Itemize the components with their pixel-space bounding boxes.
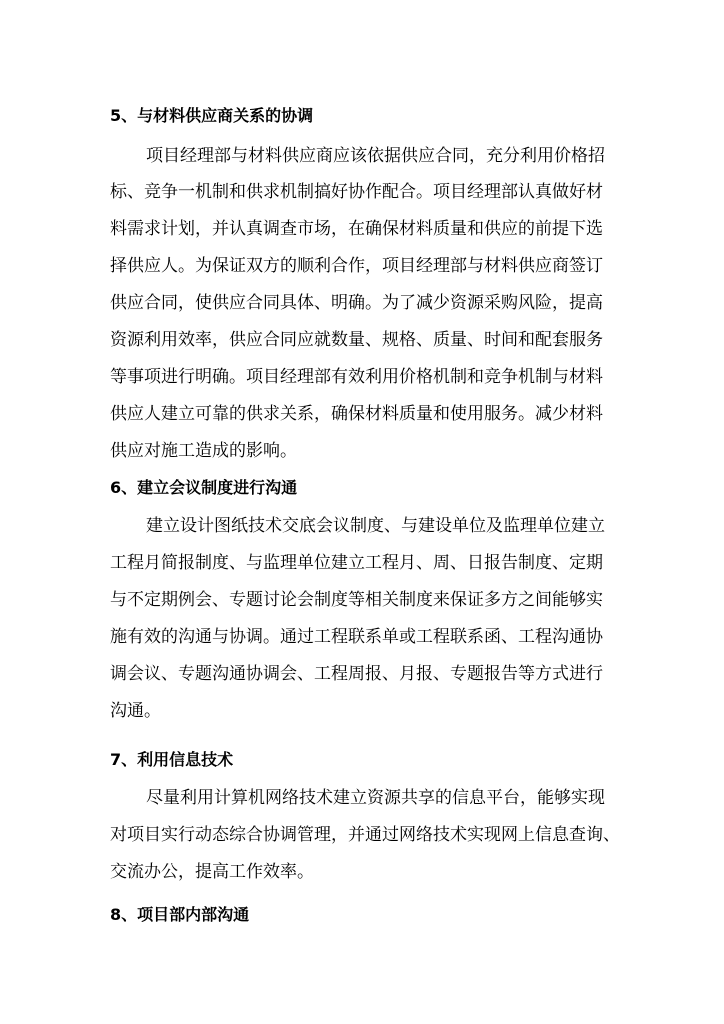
section-6-line-5: 调会议、专题沟通协调会、工程周报、月报、专题报告等方式进行 <box>110 664 603 684</box>
section-6-heading: 6、建立会议制度进行沟通 <box>110 478 298 497</box>
section-7-heading: 7、利用信息技术 <box>110 750 234 769</box>
section-6-line-6: 沟通。 <box>110 701 161 721</box>
section-6-line-2: 工程月简报制度、与监理单位建立工程月、周、日报告制度、定期 <box>110 553 603 573</box>
section-5-line-1: 项目经理部与材料供应商应该依据供应合同，充分利用价格招 <box>146 146 605 166</box>
section-7-line-1: 尽量利用计算机网络技术建立资源共享的信息平台，能够实现 <box>146 788 605 808</box>
section-5-line-8: 供应人建立可靠的供求关系，确保材料质量和使用服务。减少材料 <box>110 404 603 424</box>
section-6-line-1: 建立设计图纸技术交底会议制度、与建设单位及监理单位建立 <box>146 516 605 536</box>
section-5-line-9: 供应对施工造成的影响。 <box>110 441 297 461</box>
section-6-line-4: 施有效的沟通与协调。通过工程联系单或工程联系函、工程沟通协 <box>110 627 603 647</box>
section-5-line-3: 料需求计划，并认真调查市场，在确保材料质量和供应的前提下选 <box>110 219 603 239</box>
section-7-line-3: 交流办公，提高工作效率。 <box>110 862 314 882</box>
section-5-line-6: 资源利用效率，供应合同应就数量、规格、质量、时间和配套服务 <box>110 330 603 350</box>
section-5-line-4: 择供应人。为保证双方的顺利合作，项目经理部与材料供应商签订 <box>110 256 603 276</box>
section-5-line-2: 标、竞争一机制和供求机制搞好协作配合。项目经理部认真做好材 <box>110 182 603 202</box>
section-6-line-3: 与不定期例会、专题讨论会制度等相关制度来保证多方之间能够实 <box>110 590 603 610</box>
section-5-line-5: 供应合同，使供应合同具体、明确。为了减少资源采购风险，提高 <box>110 293 603 313</box>
section-5-line-7: 等事项进行明确。项目经理部有效利用价格机制和竞争机制与材料 <box>110 367 603 387</box>
section-5-heading: 5、与材料供应商关系的协调 <box>110 106 314 125</box>
section-8-heading: 8、项目部内部沟通 <box>110 905 250 924</box>
section-7-line-2: 对项目实行动态综合协调管理，并通过网络技术实现网上信息查询、 <box>110 825 620 845</box>
